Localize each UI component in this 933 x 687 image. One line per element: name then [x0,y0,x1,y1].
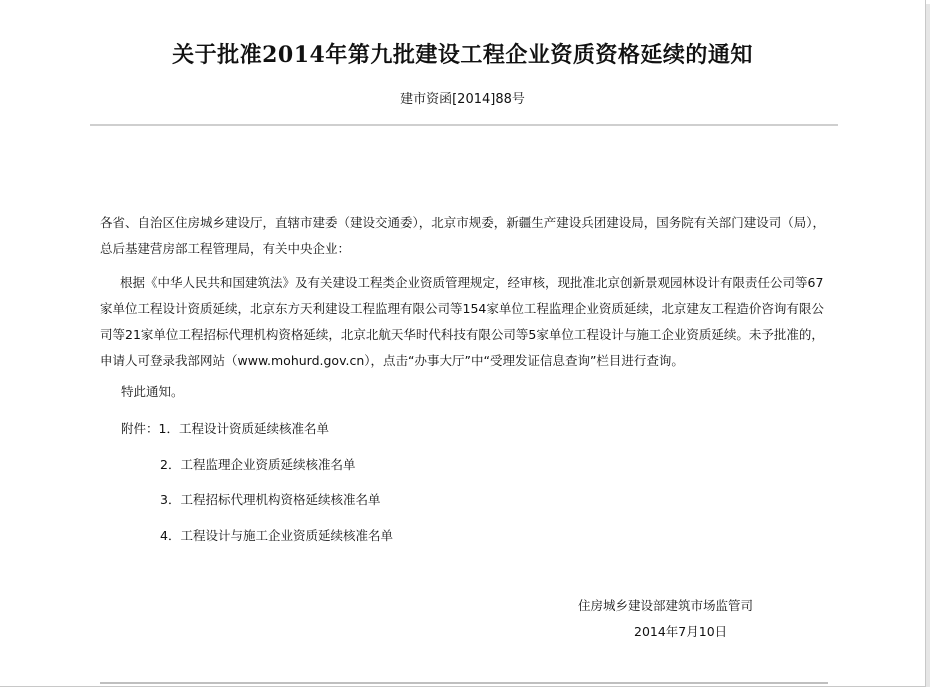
attachment-link[interactable]: 1．工程设计资质延续核准名单 [158,421,329,436]
notice-text: 特此通知。 [121,384,184,399]
attachment-item-1[interactable] [121,419,329,437]
paragraph-line: 家单位工程设计资质延续，北京东方天利建设工程监理有限公司等154家单位工程监理企业资质延续，北京建友工程造价咨询有限公 [100,301,824,316]
main-paragraph [100,270,828,374]
attachments-label: 附件： [121,421,159,436]
issue-date: 2014年7月10日 [634,624,728,639]
paragraph-line: 根据《中华人民共和国建筑法》及有关建设工程类企业资质管理规定，经审核，现批准北京创新景观园林设计有限责任公司等67 [120,275,824,290]
attachment-item-4[interactable]: 4．工程设计与施工企业资质延续核准名单 [160,528,393,543]
paragraph-line: 司等21家单位工程招标代理机构资格延续，北京北航天华时代科技有限公司等5家单位工程设计与施工企业资质延续。未予批准的， [100,327,824,342]
header-divider [90,124,838,126]
paragraph-line: 申请人可登录我部网站（www.mohurd.gov.cn），点击“办事大厅”中“受理发证信息查询”栏目进行查询。 [100,353,684,368]
footer-divider [100,682,828,684]
attachment-item-2[interactable]: 2．工程监理企业资质延续核准名单 [160,457,356,472]
issuer-signature: 住房城乡建设部建筑市场监管司 [578,598,754,613]
addressee-text: 各省、自治区住房城乡建设厅，直辖市建委（建设交通委），北京市规委，新疆生产建设兵团建设局，国务院有关部门建设司（局），总后基建营房部工程管理局，有关中央企业： [100,215,826,256]
document-number: 建市资函[2014]88号 [400,92,525,107]
document-title: 关于批准2014年第九批建设工程企业资质资格延续的通知 [172,42,753,68]
attachment-item-3[interactable]: 3．工程招标代理机构资格延续核准名单 [160,492,381,507]
